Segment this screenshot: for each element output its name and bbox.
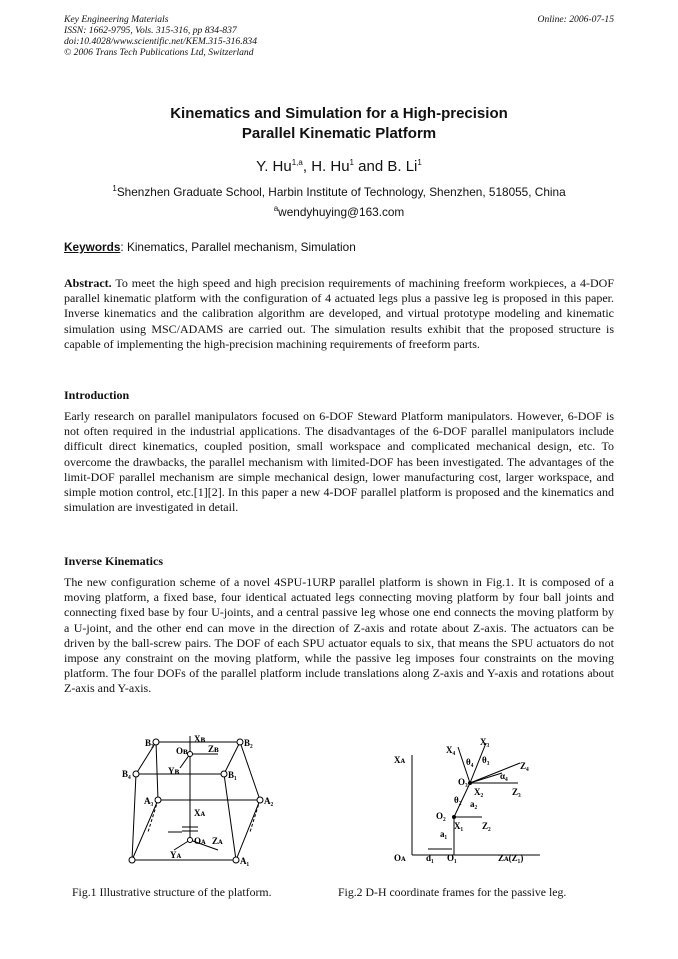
- label-A3: A₃: [144, 796, 154, 806]
- abstract-label: Abstract.: [64, 276, 112, 290]
- author-2: , H. Hu: [302, 158, 350, 175]
- label-B2: B₂: [244, 738, 253, 748]
- label-Z2: Z₂: [482, 821, 491, 831]
- label-A1: A₁: [240, 856, 250, 866]
- running-header: [64, 14, 257, 58]
- label-alpha4: α₄: [500, 771, 508, 781]
- label-a2: a₂: [470, 799, 478, 809]
- label-B1: B₁: [228, 770, 237, 780]
- title-line-1: Kinematics and Simulation for a High-precision: [170, 105, 508, 122]
- label-XA: Xᴀ: [194, 808, 206, 818]
- label-Z4: Z₄: [520, 761, 529, 771]
- affiliation: [0, 185, 678, 199]
- journal-name: Key Engineering Materials: [64, 14, 169, 25]
- label-X1: X₁: [454, 821, 464, 831]
- label-O1: O₁: [447, 853, 457, 863]
- abstract: [64, 276, 614, 352]
- leg-2: [240, 742, 260, 800]
- label-XA: Xᴀ: [394, 755, 406, 765]
- label-OB: Oʙ: [176, 746, 188, 756]
- title-line-2: Parallel Kinematic Platform: [241, 125, 437, 142]
- introduction-text: Early research on parallel manipulators focused on 6-DOF Steward Platform manipulators. However, 6-DOF is not often required in the industrial applications. The disadvantages of the 6-DOF parallel manipulators include difficult direct kinematics, coupled position, small workspace and complicated mechanical design, etc. To overcome the drawbacks, the parallel mechanism with limited-DOF has been investigated. The advantages of the limit-DOF parallel mechanism are simple mechanical design, lower manufacturing cost, larger workspace, and simple motion control, etc.[1][2]. In this paper a new 4-DOF parallel platform is proposed and the kinematics and simulation are investigated in detail.: [64, 409, 614, 515]
- label-XB: Xʙ: [194, 734, 206, 744]
- email-sup: a: [273, 204, 279, 214]
- label-X3: X₃: [480, 737, 490, 747]
- label-O2: O₂: [436, 811, 446, 821]
- figure-2-caption: Fig.2 D-H coordinate frames for the passive leg.: [338, 885, 567, 899]
- label-X2: X₂: [474, 787, 484, 797]
- label-YB: Yʙ: [168, 766, 180, 776]
- label-ZB: Zʙ: [208, 744, 219, 754]
- figure-1-caption: Fig.1 Illustrative structure of the platform.: [72, 885, 272, 899]
- author-1: Y. Hu: [256, 158, 292, 175]
- inverse-kinematics-text: The new configuration scheme of a novel 4SPU-1URP parallel platform is shown in Fig.1. It is composed of a moving platform, a fixed base, four identical actuated legs connecting moving platform by four ball joints and connecting fixed base by four U-joints, and a central passive leg whose one end connects the moving platform by a U-joint, and the other end can move in the direction of Z-axis and rotate about Z-axis. The actuators can be driven by the ball-screw pairs. The DOF of each SPU actuator equals to six, that means the SPU actuators do not impose any constraint on the moving platform, while the passive leg imposes four constraints on the moving platform. The four DOFs of the parallel platform include translations along Z-axis and Y-axis and rotations about Z-axis and Y-axis.: [64, 575, 614, 696]
- doi-line: doi:10.4028/www.scientific.net/KEM.315-316.834: [64, 36, 258, 47]
- email-address[interactable]: wendyhuying@163.com: [278, 205, 405, 219]
- leg-1: [224, 774, 236, 860]
- affiliation-sup: 1: [112, 184, 117, 194]
- label-X4: X₄: [446, 745, 456, 755]
- keywords-label: Keywords: [64, 240, 121, 254]
- label-OA: Oᴀ: [394, 853, 406, 863]
- label-ZA-Z1: Zᴀ(Z₁): [498, 853, 524, 863]
- paper-title: [0, 104, 678, 144]
- label-O3: O₃: [458, 777, 468, 787]
- label-theta3: θ₃: [482, 755, 490, 765]
- copyright-line: © 2006 Trans Tech Publications Ltd, Switzerland: [64, 47, 254, 58]
- label-A2: A₂: [264, 796, 274, 806]
- issn-line: ISSN: 1662-9795, Vols. 315-316, pp 834-837: [64, 25, 237, 36]
- affiliation-text: Shenzhen Graduate School, Harbin Institute of Technology, Shenzhen, 518055, China: [116, 185, 566, 199]
- inverse-kinematics-heading: Inverse Kinematics: [64, 554, 163, 568]
- online-date: Online: 2006-07-15: [537, 14, 614, 25]
- introduction-heading: Introduction: [64, 388, 130, 402]
- label-Z3: Z₃: [512, 787, 521, 797]
- author-list: [0, 158, 678, 175]
- label-theta2: θ₂: [454, 795, 462, 805]
- label-d1: d₁: [426, 853, 434, 863]
- label-OA: Oᴀ: [194, 836, 206, 846]
- author-3: and B. Li: [354, 158, 418, 175]
- email-line: [0, 205, 678, 219]
- label-ZA: Zᴀ: [212, 836, 223, 846]
- leg-4: [132, 774, 136, 860]
- leg-3: [156, 742, 158, 800]
- label-YA: Yᴀ: [170, 850, 182, 860]
- abstract-text: To meet the high speed and high precision requirements of machining freeform workpieces, a 4-DOF parallel kinematic platform with the configuration of 4 actuated legs plus a passive leg is proposed in this paper. Inverse kinematics and the calibration algorithm are developed, and virtual prototype modeling and kinematic simulation using MSC/ADAMS are carried out. The simulation results exhibit that the proposed structure is capable of implementing the high-precision machining requirements of freeform parts.: [64, 276, 614, 351]
- figure-2-dh-frames: [390, 733, 550, 869]
- label-B4: B₄: [122, 769, 131, 779]
- keywords-text: : Kinematics, Parallel mechanism, Simulation: [120, 240, 356, 254]
- author-1-sup: 1,a: [291, 158, 303, 167]
- figure-1-platform: [118, 732, 280, 870]
- label-B3: B₃: [145, 738, 154, 748]
- keywords: [64, 240, 356, 254]
- label-theta4: θ₄: [466, 757, 474, 767]
- label-a1: a₁: [440, 829, 448, 839]
- author-2-sup: 1: [349, 158, 354, 167]
- author-3-sup: 1: [417, 158, 422, 167]
